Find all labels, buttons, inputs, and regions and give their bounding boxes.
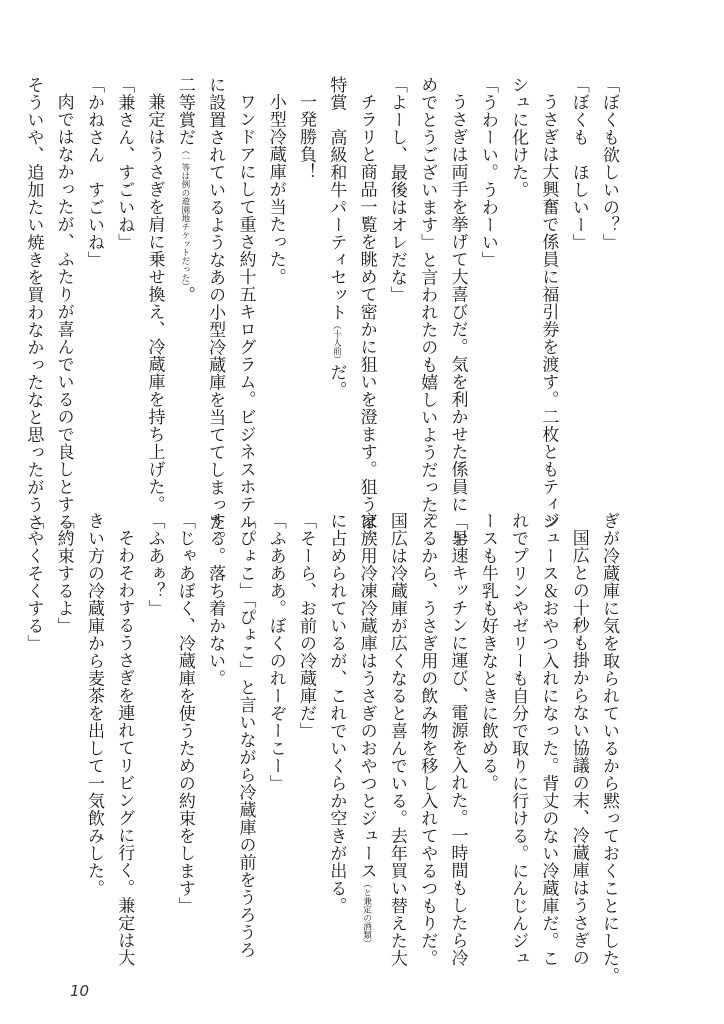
text-column: 肉ではなかったが、ふたりが喜んでいるので良しとする。	[53, 93, 74, 548]
text-column: ワンドアにして重さ約十五キログラム。ビジネスホテル	[235, 93, 256, 531]
text-column: えるから、うさぎ用の飲み物を移し入れてやるつもりだ。	[417, 512, 438, 967]
text-column: チラリと商品一覧を眺めて密かに狙いを澄ます。狙うは、	[356, 93, 377, 548]
text-column: 小型冷蔵庫が当たった。	[265, 93, 286, 286]
text-column: に占められているが、これでいくらか空きが出る。	[326, 512, 347, 915]
prize-name: 特賞 高級和牛パーティセット	[326, 76, 347, 321]
text-column-with-note	[321, 76, 351, 496]
text-column: 「ぼくも欲しいの？」	[599, 76, 619, 251]
text-column-with-note	[351, 512, 381, 968]
text-column: 一発勝負！	[296, 93, 317, 181]
interlinear-note: （と兼定の酒類）	[361, 879, 372, 948]
text-column: うさぎは大興奮で係員に福引券を渡す。二枚ともティッ	[538, 93, 559, 531]
interlinear-note: （十人前）	[331, 321, 342, 364]
text-column: に設置されているようなあの小型冷蔵庫を当ててしまった。	[205, 76, 226, 549]
text-column: シュに化けた。	[508, 76, 529, 199]
text-column: 早速キッチンに運び、電源を入れた。一時間もしたら冷	[447, 529, 468, 967]
text-column: 「ふあああ。ぼくのれーぞーこー」	[265, 512, 286, 792]
note-suffix: だ。	[326, 363, 347, 399]
text-column: 「よーし、最後はオレだな」	[386, 76, 407, 304]
text-column: 兼定はうさぎを肩に乗せ換え、冷蔵庫を持ち上げた。	[144, 93, 165, 513]
text-column: めでとうございます」と言われたのも嬉しいようだった。	[417, 76, 438, 531]
text-column: 「ふあぁ？」	[144, 512, 165, 617]
text-column: 「じゃあぼく、冷蔵庫を使うための約束をします」	[174, 512, 195, 915]
text-column: 「そーら、お前の冷蔵庫だ」	[296, 512, 317, 740]
text-column: 国広は冷蔵庫が広くなると喜んでいる。去年買い替えた大	[386, 512, 407, 967]
note-suffix: 。	[174, 286, 195, 304]
text-block-bottom	[18, 512, 624, 985]
text-column: 国広との十秒も掛からない協議の末、冷蔵庫はうさぎの	[568, 529, 589, 967]
text-column: 「約束するよ」	[53, 512, 74, 635]
text-column: うさぎは両手を挙げて大喜びだ。気を利かせた係員に「お	[447, 93, 468, 548]
text-column: 「やくそくする」	[23, 512, 44, 652]
prize-rank: 二等賞だ	[174, 76, 195, 146]
text-column: する。落ち着かない。	[205, 512, 226, 687]
text-column: そわそわするうさぎを連れてリビングに行く。兼定は大	[114, 529, 135, 967]
text-column: 「ぼくも ほしいー」	[568, 76, 589, 251]
text-block-top	[18, 76, 624, 549]
text-column: そういや、追加たい焼きを買わなかったなと思ったがうさ	[23, 76, 44, 531]
text-column: きい方の冷蔵庫から麦茶を出して一気飲みした。	[83, 512, 104, 897]
text-column: れでプリンやゼリーも自分で取りに行ける。にんじんジュ	[508, 512, 529, 967]
text-column: 「かねさん すごいね」	[83, 76, 104, 269]
juice-text: 家族用冷凍冷蔵庫はうさぎのおやつとジュース	[356, 512, 377, 880]
text-column: ースも牛乳も好きなときに飲める。	[477, 512, 498, 792]
text-column: 「ぴょこ」「ぴょこ」と言いながら冷蔵庫の前をうろうろ	[235, 512, 256, 959]
text-column-with-note	[170, 76, 200, 496]
text-column: ぎが冷蔵庫に気を取られているから黙っておくことにした。	[599, 512, 619, 985]
text-column: ジュース＆おやつ入れになった。背丈のない冷蔵庫だ。こ	[538, 512, 559, 967]
page-number: 10	[70, 982, 90, 1000]
text-column: 「うわーい。うわーい」	[477, 76, 498, 269]
interlinear-note: （一等は例の遊園地チケットだった）	[179, 146, 190, 287]
text-column: 「兼さん、すごいね」	[114, 76, 135, 251]
